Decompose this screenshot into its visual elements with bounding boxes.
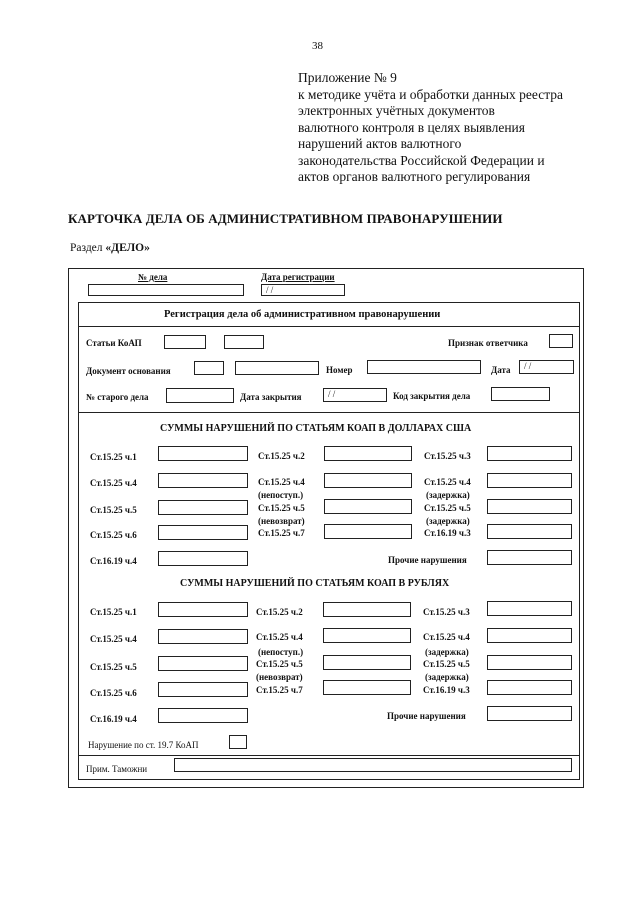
close-code-label: Код закрытия дела (393, 391, 471, 401)
usd-other-label: Прочие нарушения (388, 555, 467, 565)
rub-field[interactable] (158, 656, 248, 671)
rub-label: Ст.15.25 ч.5 (256, 659, 303, 669)
divider (79, 412, 579, 413)
rub-field[interactable] (487, 680, 572, 695)
divider (79, 326, 579, 327)
appendix-line: валютного контроля в целях выявления (298, 119, 525, 135)
rub-label: Ст.15.25 ч.5 (90, 662, 137, 672)
rub-other-label: Прочие нарушения (387, 711, 466, 721)
page-number: 38 (312, 40, 323, 52)
appendix-line: актов органов валютного регулирования (298, 169, 531, 184)
koap-article-field-1[interactable] (164, 335, 206, 349)
usd-field[interactable] (324, 473, 412, 488)
rub-label: Ст.16.19 ч.3 (423, 685, 470, 695)
old-case-number-label: № старого дела (86, 392, 149, 402)
usd-section-title: СУММЫ НАРУШЕНИЙ ПО СТАТЬЯМ КОАП В ДОЛЛАРАХ США (160, 423, 472, 434)
date-field[interactable]: / / (519, 360, 574, 374)
basis-document-type-field[interactable] (194, 361, 224, 375)
close-date-field[interactable]: / / (323, 388, 387, 402)
appendix-line: Приложение № 9 (298, 70, 397, 85)
rub-other-field[interactable] (487, 706, 572, 721)
case-number-label: № дела (138, 272, 168, 282)
rub-field[interactable] (487, 655, 572, 670)
usd-label: (непоступ.) (258, 490, 304, 500)
basis-document-label: Документ основания (86, 366, 171, 376)
rub-label: (непоступ.) (258, 647, 304, 657)
number-label: Номер (326, 365, 353, 375)
rub-field[interactable] (323, 655, 411, 670)
usd-label: Ст.15.25 ч.5 (90, 505, 137, 515)
rub-field[interactable] (323, 680, 411, 695)
rub-label: Ст.15.25 ч.2 (256, 607, 303, 617)
basis-document-field[interactable] (235, 361, 319, 375)
document-title: КАРТОЧКА ДЕЛА ОБ АДМИНИСТРАТИВНОМ ПРАВОНАРУШЕНИИ (68, 211, 503, 226)
rub-field[interactable] (158, 708, 248, 723)
usd-field[interactable] (487, 499, 572, 514)
rub-label: Ст.15.25 ч.6 (90, 688, 137, 698)
appendix-line: к методике учёта и обработки данных реестра (298, 86, 564, 102)
usd-field[interactable] (487, 524, 572, 539)
date-label: Дата (491, 365, 511, 375)
usd-field[interactable] (158, 446, 248, 461)
rub-label: Ст.15.25 ч.4 (423, 632, 470, 642)
usd-label: Ст.15.25 ч.7 (258, 528, 305, 538)
usd-label: Ст.15.25 ч.5 (258, 503, 305, 513)
customs-note-field[interactable] (174, 758, 572, 772)
usd-label: Ст.15.25 ч.4 (90, 478, 137, 488)
usd-label: (невозврат) (258, 516, 305, 526)
appendix-header (298, 70, 563, 186)
usd-field[interactable] (324, 446, 412, 461)
usd-label: Ст.16.19 ч.3 (424, 528, 471, 538)
rub-label: Ст.15.25 ч.4 (256, 632, 303, 642)
usd-label: (задержка) (426, 490, 470, 500)
rub-label: Ст.15.25 ч.5 (423, 659, 470, 669)
rub-field[interactable] (158, 629, 248, 644)
rub-label: (задержка) (425, 672, 469, 682)
rub-field[interactable] (323, 628, 411, 643)
violation-197-label: Нарушение по ст. 19.7 КоАП (88, 740, 199, 750)
respondent-flag-field[interactable] (549, 334, 573, 348)
usd-other-field[interactable] (487, 550, 572, 565)
rub-field[interactable] (487, 628, 572, 643)
usd-field[interactable] (158, 551, 248, 566)
usd-label: Ст.15.25 ч.5 (424, 503, 471, 513)
respondent-flag-label: Признак ответчика (448, 338, 528, 348)
appendix-line: нарушений актов валютного (298, 136, 462, 151)
number-field[interactable] (367, 360, 481, 374)
violation-197-checkbox[interactable] (229, 735, 247, 749)
usd-label: Ст.16.19 ч.4 (90, 556, 137, 566)
old-case-number-field[interactable] (166, 388, 234, 403)
usd-label: Ст.15.25 ч.4 (258, 477, 305, 487)
rub-field[interactable] (323, 602, 411, 617)
koap-articles-label: Статьи КоАП (86, 338, 142, 348)
usd-label: (задержка) (426, 516, 470, 526)
section-prefix: Раздел (70, 242, 106, 254)
customs-note-label: Прим. Таможни (86, 764, 148, 774)
koap-article-field-2[interactable] (224, 335, 264, 349)
close-date-label: Дата закрытия (240, 392, 302, 402)
section-label (70, 242, 150, 254)
usd-field[interactable] (487, 473, 572, 488)
rub-field[interactable] (158, 682, 248, 697)
rub-label: Ст.15.25 ч.7 (256, 685, 303, 695)
rub-label: Ст.15.25 ч.3 (423, 607, 470, 617)
usd-label: Ст.15.25 ч.3 (424, 451, 471, 461)
usd-label: Ст.15.25 ч.6 (90, 530, 137, 540)
usd-label: Ст.15.25 ч.1 (90, 452, 137, 462)
divider (79, 755, 579, 756)
rub-label: (задержка) (425, 647, 469, 657)
registration-date-label: Дата регистрации (261, 272, 335, 282)
registration-title: Регистрация дела об административном правонарушении (164, 309, 441, 320)
rub-label: (невозврат) (256, 672, 303, 682)
appendix-line: законодательства Российской Федерации и (298, 152, 545, 168)
usd-field[interactable] (158, 525, 248, 540)
usd-field[interactable] (158, 500, 248, 515)
registration-date-field[interactable]: / / (261, 284, 345, 296)
rub-field[interactable] (487, 601, 572, 616)
appendix-line: электронных учётных документов (298, 103, 495, 118)
usd-field[interactable] (487, 446, 572, 461)
section-name: «ДЕЛО» (105, 242, 150, 254)
usd-label: Ст.15.25 ч.2 (258, 451, 305, 461)
rub-field[interactable] (158, 602, 248, 617)
rub-label: Ст.16.19 ч.4 (90, 714, 137, 724)
usd-field[interactable] (324, 499, 412, 514)
close-code-field[interactable] (491, 387, 550, 401)
rub-label: Ст.15.25 ч.1 (90, 607, 137, 617)
usd-field[interactable] (158, 473, 248, 488)
case-number-field[interactable] (88, 284, 244, 296)
rub-section-title: СУММЫ НАРУШЕНИЙ ПО СТАТЬЯМ КОАП В РУБЛЯХ (180, 578, 450, 589)
usd-label: Ст.15.25 ч.4 (424, 477, 471, 487)
rub-label: Ст.15.25 ч.4 (90, 634, 137, 644)
usd-field[interactable] (324, 524, 412, 539)
